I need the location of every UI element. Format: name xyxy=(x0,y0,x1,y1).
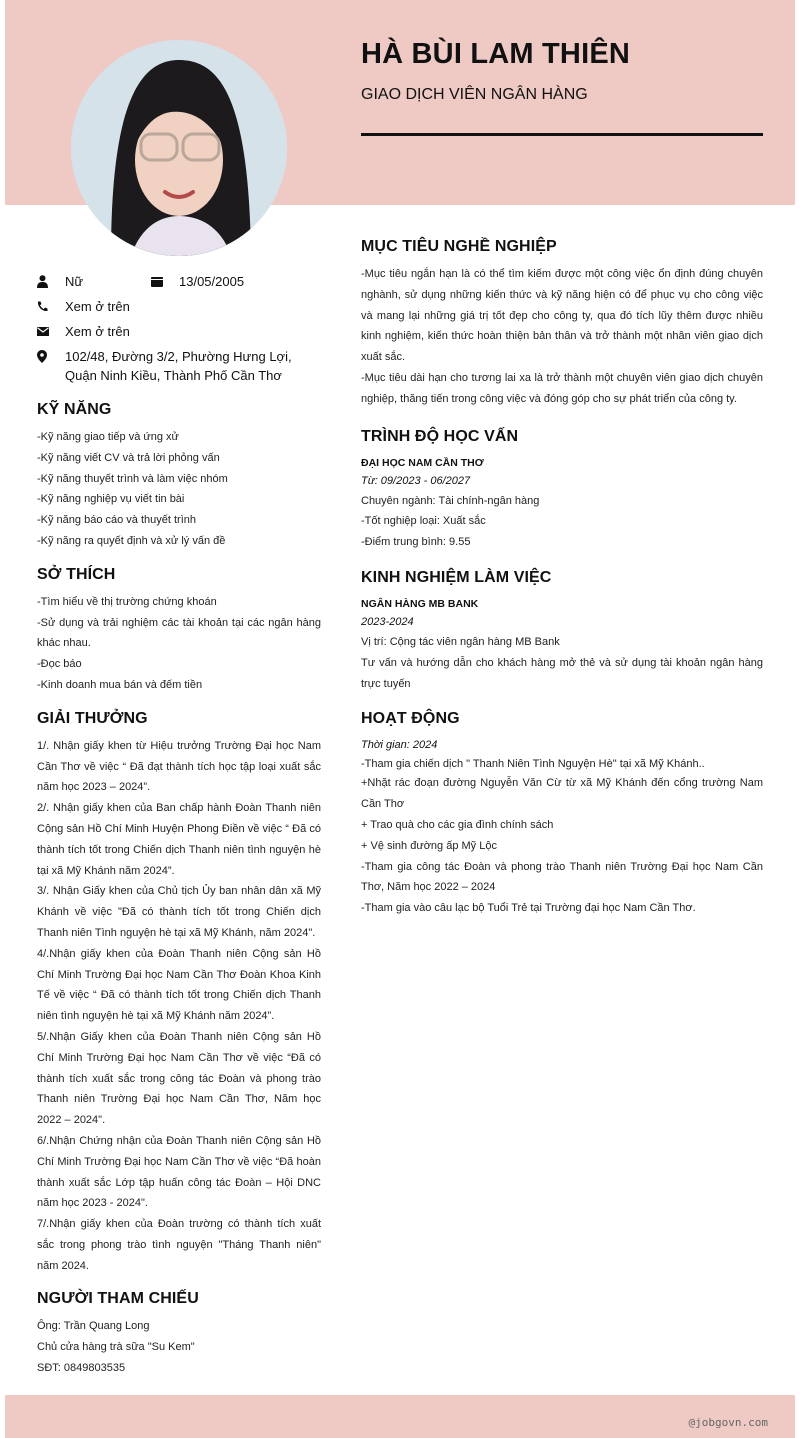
contact-address xyxy=(37,347,321,385)
avatar xyxy=(71,40,287,256)
award-item: 6/.Nhận Chứng nhận của Đoàn Thanh niên Cộng sản Hồ Chí Minh Trường Đại học Nam Cần Thơ về việc “Đã hoàn thành xuất sắc Lớp tập huấn công tác Đoàn – Hội DNC năm học 2023 - 2024". xyxy=(37,1134,321,1210)
activity-item: +Nhặt rác đoạn đường Nguyễn Văn Cừ từ xã Mỹ Khánh đến cổng trường Nam Cần Thơ xyxy=(361,777,763,811)
education-detail: Chuyên ngành: Tài chính-ngân hàng xyxy=(361,494,540,507)
skill-item: -Kỹ năng viết CV và trả lời phỏng vấn xyxy=(37,451,220,464)
contact-phone xyxy=(37,297,321,316)
calendar-icon xyxy=(151,272,179,291)
skill-item: -Kỹ năng thuyết trình và làm việc nhóm xyxy=(37,472,228,485)
skills-heading: KỸ NĂNG xyxy=(37,401,112,418)
hobby-item: -Kinh doanh mua bán và đếm tiền xyxy=(37,678,203,691)
education-period: Từ: 09/2023 - 06/2027 xyxy=(361,474,471,487)
job-title: GIAO DỊCH VIÊN NGÂN HÀNG xyxy=(361,86,588,103)
objective-long-term: -Mục tiêu dài hạn cho tương lai xa là trở thành một chuyên viên giao dịch chuyên nghiệp, thăng tiến trong công việc và đóng góp cho sự phát triển của công ty. xyxy=(361,371,763,405)
award-item: 5/.Nhận Giấy khen của Đoàn Thanh niên Cộng sản Hồ Chí Minh Trường Đại học Nam Cần Thơ về việc “Đã có thành tích xuất sắc trong công tác Đoàn và phong trào Thanh niên Trường Đại học Nam Cần Thơ, Năm học 2022 – 2024". xyxy=(37,1030,321,1127)
experience-heading: KINH NGHIỆM LÀM VIỆC xyxy=(361,568,552,586)
left-column xyxy=(37,272,321,1379)
award-item: 7/.Nhận giấy khen của Đoàn trường có thành tích xuất sắc trong phong trào tình nguyện "Tháng Thanh niên" năm 2024. xyxy=(37,1218,321,1272)
experience-position: Vị trí: Cộng tác viên ngân hàng MB Bank xyxy=(361,635,560,648)
reference-item: SĐT: 0849803535 xyxy=(37,1362,126,1375)
awards-list xyxy=(37,736,321,1277)
education-detail: -Điểm trung bình: 9.55 xyxy=(361,536,471,549)
activity-item: + Vệ sinh đường ấp Mỹ Lộc xyxy=(361,839,497,852)
skill-item: -Kỹ năng giao tiếp và ứng xử xyxy=(37,431,179,443)
education-detail: -Tốt nghiệp loại: Xuất sắc xyxy=(361,515,486,528)
hobby-item: -Đọc báo xyxy=(37,658,82,671)
user-icon xyxy=(37,272,65,291)
activities-period: Thời gian: 2024 xyxy=(361,739,438,752)
references-heading: NGƯỜI THAM CHIẾU xyxy=(37,1290,199,1308)
activity-item: + Trao quà cho các gia đình chính sách xyxy=(361,818,554,831)
email-value: Xem ở trên xyxy=(65,324,130,339)
skill-item: -Kỹ năng ra quyết định và xử lý vấn đề xyxy=(37,534,226,547)
hobby-item: -Tìm hiểu về thị trường chứng khoán xyxy=(37,595,217,608)
skills-list xyxy=(37,427,321,552)
company-name: NGÂN HÀNG MB BANK xyxy=(361,597,479,610)
gender-value: Nữ xyxy=(65,274,84,289)
address-value: 102/48, Đường 3/2, Phường Hưng Lợi, Quận Ninh Kiều, Thành Phố Cần Thơ xyxy=(65,349,292,383)
mail-icon xyxy=(37,322,65,341)
reference-item: Chủ cửa hàng trà sữa "Su Kem" xyxy=(37,1341,195,1354)
hobby-item: -Sử dụng và trải nghiệm các tài khoản tại các ngân hàng khác nhau. xyxy=(37,616,321,650)
objective-short-term: -Mục tiêu ngắn hạn là có thể tìm kiếm được một công việc ổn định đúng chuyên nghành, sử dụng những kiến thức và kỹ năng hiện có để phục vụ cho công việc và mang lại những giá trị tốt đẹp cho công ty, qua đó tích lũy thêm được nhiều kinh nghiệm, kiến thức hoàn thiện bản thân và trở thành một nhân viên giao dịch xuất sắc. xyxy=(361,268,763,364)
contact-gender-birth xyxy=(37,272,321,291)
location-pin-icon xyxy=(37,347,65,366)
experience-description: Tư vấn và hướng dẫn cho khách hàng mở thẻ và sử dụng tài khoản ngân hàng trực tuyến xyxy=(361,656,763,690)
award-item: 1/. Nhận giấy khen từ Hiệu trưởng Trường Đại học Nam Cần Thơ về việc “ Đã đạt thành tích học tập loại xuất sắc năm học 2023 – 2024”. xyxy=(37,739,321,794)
school-name: ĐẠI HỌC NAM CẦN THƠ xyxy=(361,456,484,469)
candidate-name: HÀ BÙI LAM THIÊN xyxy=(361,38,631,70)
activity-item: -Tham gia công tác Đoàn và phong trào Thanh niên Trường Đại học Nam Cần Thơ, Năm học 2022 – 2024 xyxy=(361,860,763,894)
reference-item: Ông: Trần Quang Long xyxy=(37,1320,150,1333)
education-heading: TRÌNH ĐỘ HỌC VẤN xyxy=(361,427,519,445)
phone-icon xyxy=(37,297,65,316)
phone-value: Xem ở trên xyxy=(65,299,130,314)
activities-heading: HOẠT ĐỘNG xyxy=(361,710,460,728)
hobbies-list xyxy=(37,592,321,696)
award-item: 3/. Nhận Giấy khen của Chủ tịch Ủy ban nhân dân xã Mỹ Khánh về việc "Đã có thành tích tốt trong Chiến dịch Thanh niên Tình nguyện hè tại xã Mỹ Khánh, năm 2024". xyxy=(37,885,321,939)
award-item: 4/.Nhận giấy khen của Đoàn Thanh niên Cộng sản Hồ Chí Minh Trường Đại học Nam Cần Thơ Đoàn Khoa Kinh Tế về việc “ Đã có thành tích tốt trong Chiến dịch Thanh niên tình nguyện hè tại xã Mỹ Khánh năm 2024”. xyxy=(37,947,321,1023)
activity-item: -Tham gia chiến dịch " Thanh Niên Tình Nguyện Hè" tại xã Mỹ Khánh.. xyxy=(361,758,705,771)
award-item: 2/. Nhận giấy khen của Ban chấp hành Đoàn Thanh niên Cộng sản Hồ Chí Minh Huyện Phong Điền về việc “ Đã có thành tích tốt trong Chiến dịch Thanh niên tình nguyện hè tại xã Mỹ Khánh năm 2024”. xyxy=(37,802,321,877)
awards-heading: GIẢI THƯỞNG xyxy=(37,709,148,727)
right-column xyxy=(361,238,763,919)
avatar-photo xyxy=(71,40,287,256)
hobbies-heading: SỞ THÍCH xyxy=(37,565,116,583)
watermark: @jobgovn.com xyxy=(688,1416,768,1429)
title-divider xyxy=(361,133,763,136)
contact-email xyxy=(37,322,321,341)
birthdate-value: 13/05/2005 xyxy=(179,274,245,289)
skill-item: -Kỹ năng nghiệp vụ viết tin bài xyxy=(37,493,185,506)
cv-page xyxy=(5,0,795,1438)
references-list xyxy=(37,1316,321,1378)
experience-period: 2023-2024 xyxy=(361,615,414,628)
footer-band xyxy=(5,1395,795,1438)
activity-item: -Tham gia vào câu lạc bộ Tuổi Trẻ tại Trường đại học Nam Cần Thơ. xyxy=(361,902,696,915)
skill-item: -Kỹ năng báo cáo và thuyết trình xyxy=(37,514,196,527)
objective-heading: MỤC TIÊU NGHỀ NGHIỆP xyxy=(361,238,557,255)
